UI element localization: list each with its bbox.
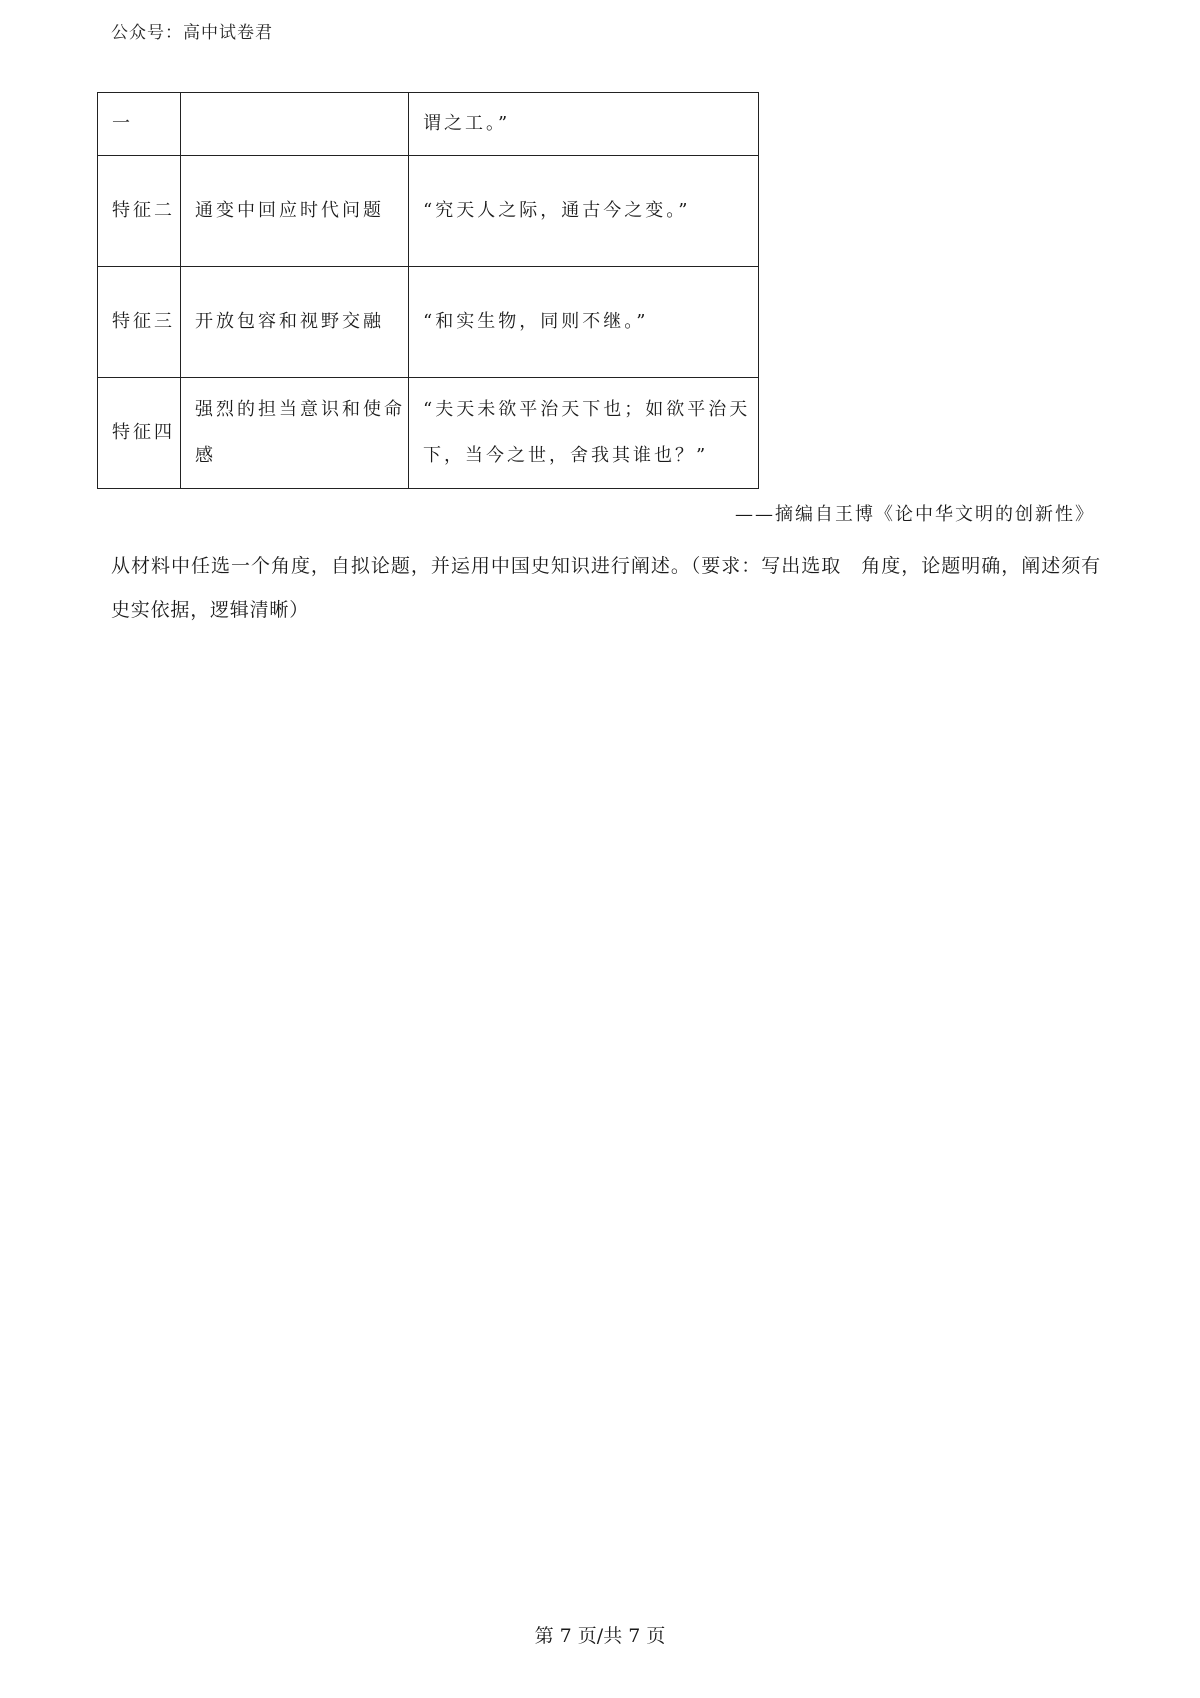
- material-table: [97, 92, 759, 489]
- feature-label-cell: 特征三: [98, 267, 181, 378]
- feature-label-cell: 特征四: [98, 378, 181, 489]
- quote-cell: “夫天未欲平治天下也；如欲平治天下，当今之世，舍我其谁也？”: [409, 378, 759, 489]
- quote-cell: 谓之工。”: [409, 93, 759, 156]
- source-citation: ——摘编自王博《论中华文明的创新性》: [735, 504, 1095, 525]
- question-text: 从材料中任选一个角度，自拟论题，并运用中国史知识进行阐述。（要求：写出选取 角度，论题明确，阐述须有史实依据，逻辑清晰）: [111, 555, 1101, 621]
- page-number: 第 7 页/共 7 页: [534, 1625, 666, 1647]
- table-row: [98, 156, 759, 267]
- feature-label-cell: 特征二: [98, 156, 181, 267]
- feature-label-cell: 一: [98, 93, 181, 156]
- page-header: 公众号：高中试卷君: [111, 23, 273, 43]
- quote-cell: “究天人之际，通古今之变。”: [409, 156, 759, 267]
- table-row: [98, 267, 759, 378]
- feature-description-cell: 开放包容和视野交融: [181, 267, 409, 378]
- feature-description-cell: [181, 93, 409, 156]
- quote-cell: “和实生物，同则不继。”: [409, 267, 759, 378]
- feature-description-cell: 通变中回应时代问题: [181, 156, 409, 267]
- table-row: [98, 93, 759, 156]
- table-row: [98, 378, 759, 489]
- feature-description-cell: 强烈的担当意识和使命感: [181, 378, 409, 489]
